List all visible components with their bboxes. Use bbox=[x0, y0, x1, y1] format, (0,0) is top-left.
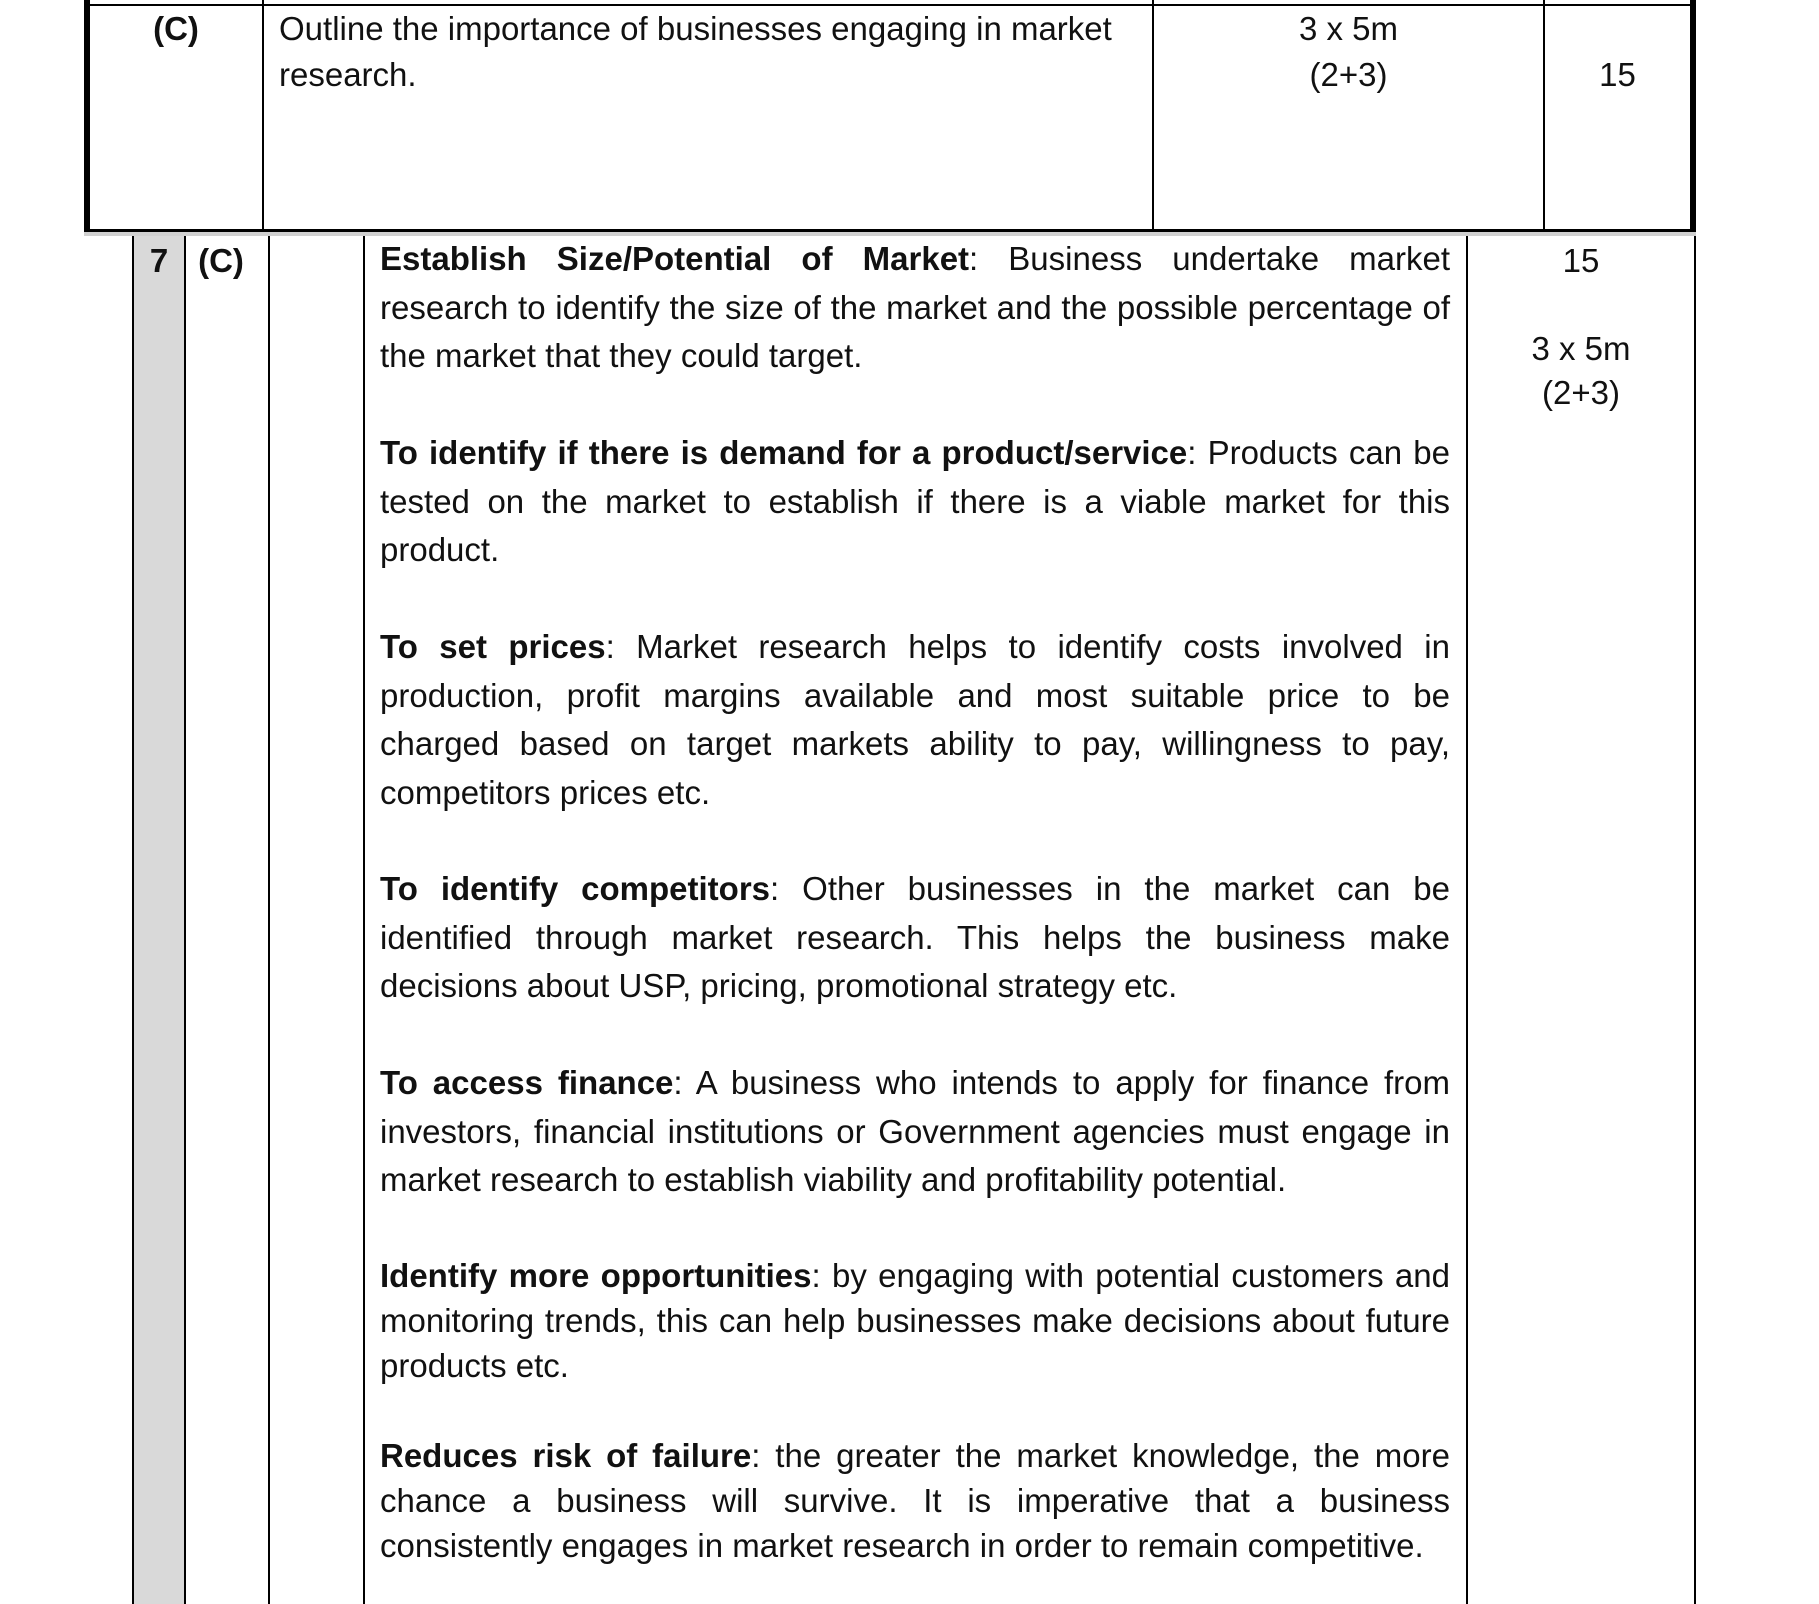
answer-point-body: : Market research helps to identify costs involved in production, profit margins available and most suitable price to be charged based on target markets ability to pay, willingness to pay, competitors prices etc. bbox=[380, 628, 1450, 811]
answer-point-body: : the greater the market knowledge, the more chance a business will survive. It is imperative that a business consistently engages in market research in order to remain competitive. bbox=[380, 1437, 1450, 1564]
question-allocation: 3 x 5m bbox=[1298, 10, 1399, 47]
answer-point-body: : Products can be tested on the market to establish if there is a viable market for this product. bbox=[380, 434, 1450, 568]
answer-point bbox=[380, 1433, 1450, 1568]
question-marks: 15 bbox=[1599, 56, 1636, 93]
column-divider bbox=[268, 236, 270, 1604]
answer-point bbox=[380, 865, 1450, 1011]
question-text: Outline the importance of businesses engaging in market research. bbox=[279, 10, 1112, 93]
column-divider bbox=[132, 236, 134, 1604]
answer-point bbox=[380, 429, 1450, 575]
column-divider bbox=[363, 236, 365, 1604]
answer-point bbox=[380, 1253, 1450, 1388]
answer-point-heading: To identify competitors bbox=[380, 870, 771, 907]
answer-split: (2+3) bbox=[1542, 374, 1620, 411]
answer-marks: 15 bbox=[1562, 242, 1600, 279]
answer-number: 7 bbox=[149, 242, 169, 279]
answer-point-heading: Reduces risk of failure bbox=[380, 1437, 752, 1474]
answer-point-body: : Other businesses in the market can be identified through market research. This helps the business make decisions about USP, pricing, promotional strategy etc. bbox=[380, 870, 1450, 1004]
question-split: (2+3) bbox=[1309, 56, 1388, 93]
answer-point-heading: Identify more opportunities bbox=[380, 1257, 812, 1294]
answer-point bbox=[380, 235, 1450, 381]
column-divider bbox=[1466, 236, 1468, 1604]
answer-point-heading: To identify if there is demand for a product/service bbox=[380, 434, 1188, 471]
column-divider bbox=[262, 0, 264, 232]
shaded-number-column bbox=[132, 232, 184, 1604]
answer-point-body: : by engaging with potential customers and monitoring trends, this can help businesses make decisions about future products etc. bbox=[380, 1257, 1450, 1384]
answer-allocation: 3 x 5m bbox=[1531, 330, 1631, 367]
answer-point bbox=[380, 1059, 1450, 1205]
table-border-right bbox=[1690, 0, 1696, 236]
answer-point bbox=[380, 623, 1450, 817]
column-divider bbox=[184, 236, 186, 1604]
answer-point-heading: To access finance bbox=[380, 1064, 674, 1101]
column-divider bbox=[1694, 236, 1696, 1604]
question-part: (C) bbox=[153, 10, 199, 47]
column-divider bbox=[1543, 0, 1545, 232]
answer-point-heading: To set prices bbox=[380, 628, 606, 665]
answer-part: (C) bbox=[198, 242, 244, 279]
answer-point-body: : Business undertake market research to identify the size of the market and the possible percentage of the market that they could target. bbox=[380, 240, 1450, 374]
answer-point-body: : A business who intends to apply for finance from investors, financial institutions or Government agencies must engage in market research to establish viability and profitability potential. bbox=[380, 1064, 1450, 1198]
answer-point-heading: Establish Size/Potential of Market bbox=[380, 240, 970, 277]
